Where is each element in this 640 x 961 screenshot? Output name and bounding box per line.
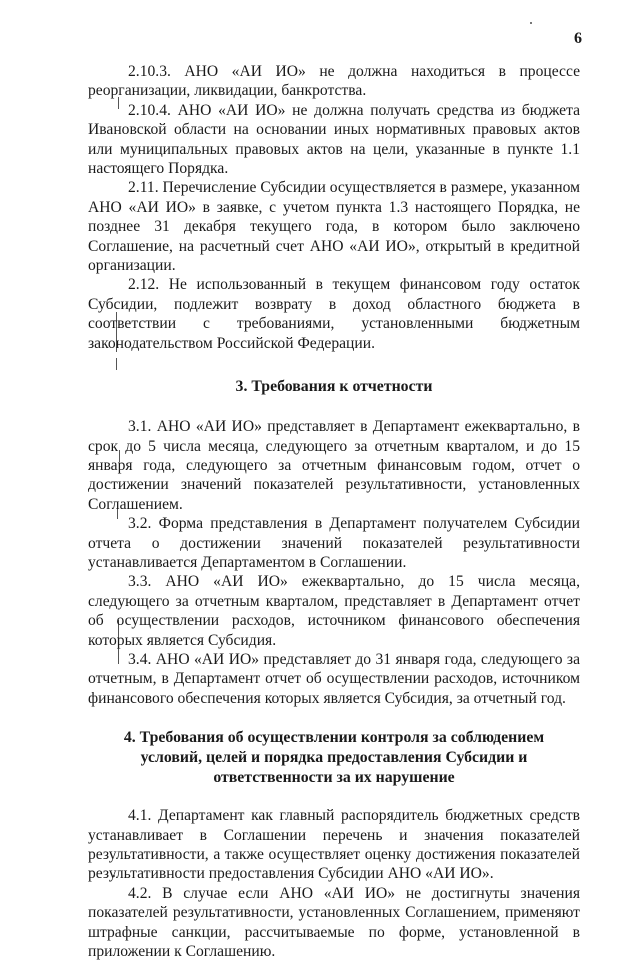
page-number: 6 [574,30,582,47]
paragraph-4-2: 4.2. В случае если АНО «АИ ИО» не достигнуты значения показателей результативности, установленных Соглашением, применяют штрафные санкции, рассчитываемые по форме, установленной в приложении к Соглашению. [88,884,580,961]
paragraph-3-4: 3.4. АНО «АИ ИО» представляет до 31 января года, следующего за отчетным, в Департамент отчет об осуществлении расходов, источником финансового обеспечения которых является Субсидия, за отчетный год. [88,650,580,707]
paragraph-3-1: 3.1. АНО «АИ ИО» представляет в Департамент ежеквартально, в срок до 5 числа месяца, следующего за отчетным кварталом, и до 15 января года, следующего за отчетным финансовым годом, отчет о достижении значений показателей результативности, установленных Соглашением. [88,418,580,513]
document-body [88,62,580,961]
scan-speck [530,22,532,24]
paragraph-2-11: 2.11. Перечисление Субсидии осуществляется в размере, указанном АНО «АИ ИО» в заявке, с учетом пункта 1.3 настоящего Порядка, не позднее 31 декабря текущего года, в котором было заключено Соглашение, на расчетный счет АНО «АИ ИО», открытый в кредитной организации. [88,179,580,275]
section-3-heading: 3. Требования к отчетности [235,378,433,396]
paragraph-4-1: 4.1. Департамент как главный распорядитель бюджетных средств устанавливает в Соглашении перечень и значения показателей результативности, а также осуществляет оценку достижения показателей результативности предоставления Субсидии АНО «АИ ИО». [88,807,580,883]
paragraph-3-2: 3.2. Форма представления в Департамент получателем Субсидии отчета о достижении значений показателей результативности устанавливается Департаментом в Соглашении. [88,515,580,571]
paragraph-2-10-4: 2.10.4. АНО «АИ ИО» не должна получать средства из бюджета Ивановской области на основании иных нормативных правовых актов или муниципальных правовых актов на цели, указанные в пункте 1.1 настоящего Порядка. [88,101,580,178]
section-4-heading: 4. Требования об осуществлении контроля за соблюдением условий, целей и порядка предоставления Субсидии и ответственности за их нарушение [123,729,545,787]
paragraph-2-10-3: 2.10.3. АНО «АИ ИО» не должна находиться в процессе реорганизации, ликвидации, банкротства. [88,63,580,100]
paragraph-3-3: 3.3. АНО «АИ ИО» ежеквартально, до 15 числа месяца, следующего за отчетным кварталом, представляет в Департамент отчет об осуществлении расходов, источником финансового обеспечения которых является Субсидия. [88,573,580,649]
paragraph-2-12: 2.12. Не использованный в текущем финансовом году остаток Субсидии, подлежит возврату в доход областного бюджета в соответствии с требованиями, установленными бюджетным законодательством Российской Федерации. [88,276,580,352]
